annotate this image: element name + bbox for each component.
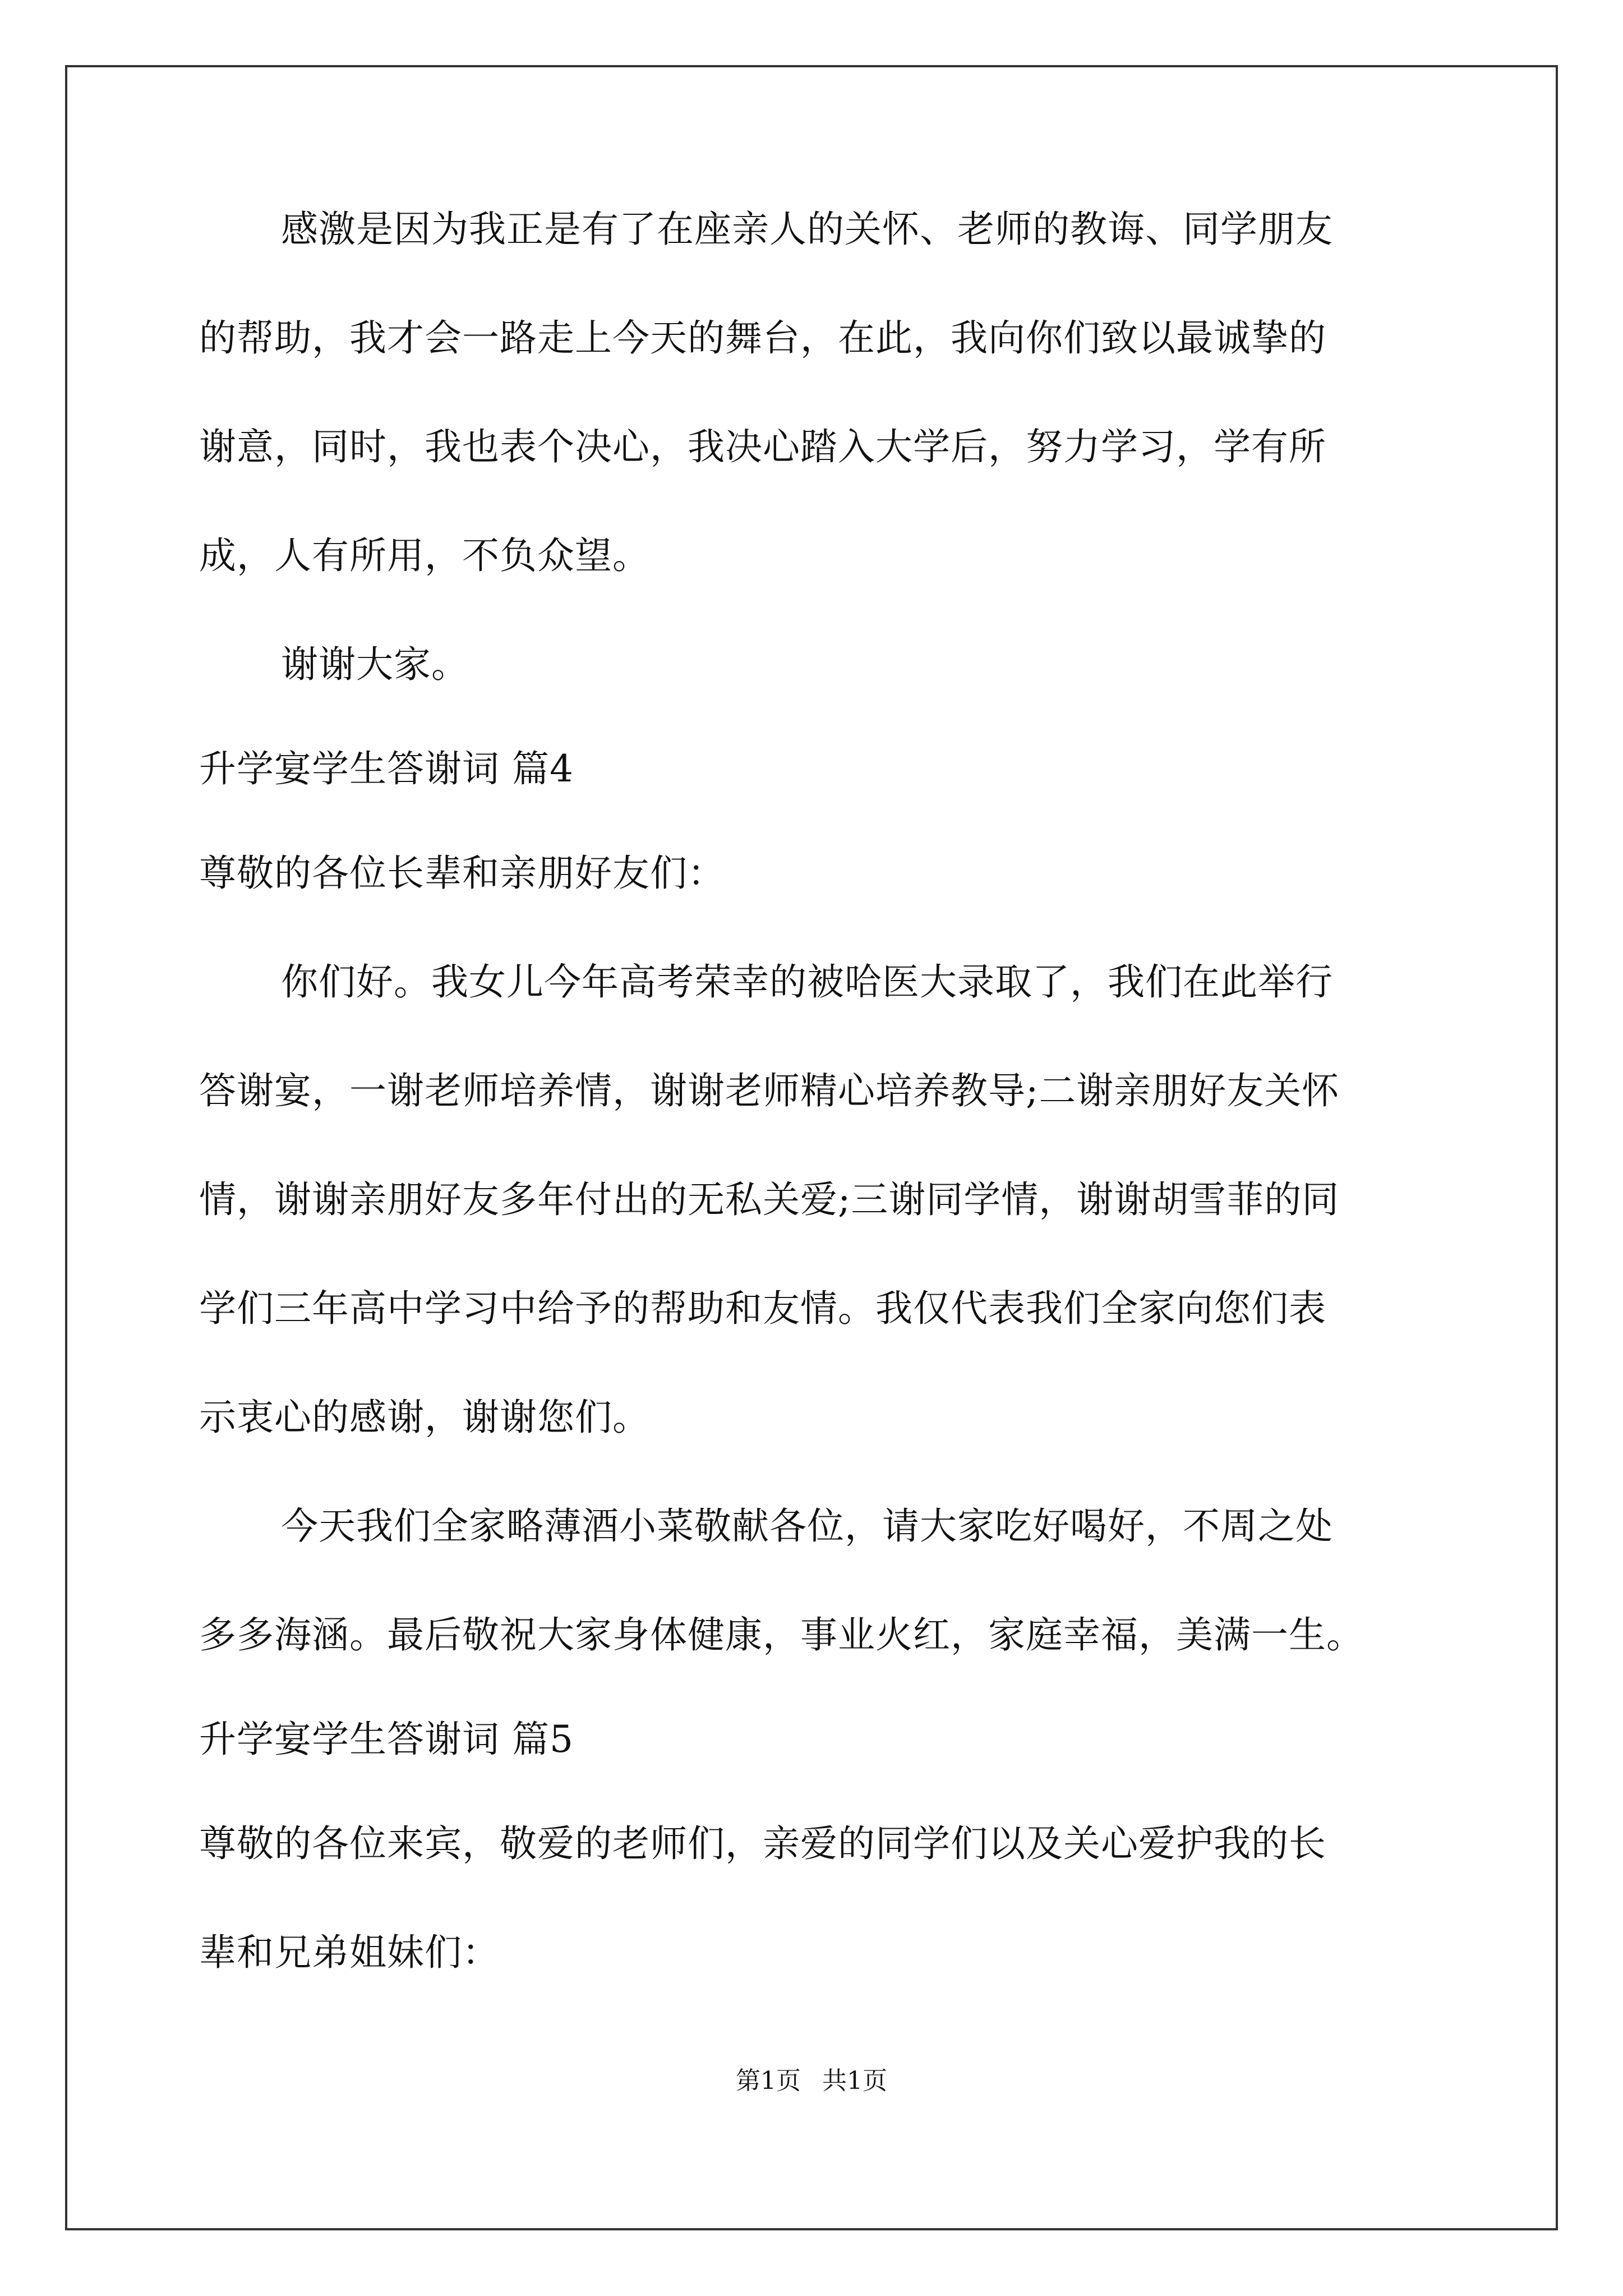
- paragraph-line: 感激是因为我正是有了在座亲人的关怀、老师的教诲、同学朋友: [281, 208, 1333, 251]
- paragraph-line: 你们好。我女儿今年高考荣幸的被哈医大录取了，我们在此举行: [281, 960, 1333, 1004]
- paragraph-line: 的帮助，我才会一路走上今天的舞台，在此，我向你们致以最诚挚的: [199, 316, 1326, 360]
- section-heading-4: 升学宴学生答谢词 篇4: [199, 747, 574, 790]
- paragraph-line: 谢意，同时，我也表个决心，我决心踏入大学后，努力学习，学有所: [199, 425, 1326, 468]
- paragraph-line: 辈和兄弟姐妹们：: [199, 1931, 500, 1974]
- salutation-5: [199, 1816, 1427, 1980]
- section-heading-5: 升学宴学生答谢词 篇5: [199, 1718, 574, 1761]
- paragraph-line: 答谢宴，一谢老师培养情，谢谢老师精心培养教导;二谢亲朋好友关怀: [199, 1069, 1340, 1112]
- document-body: [199, 202, 1427, 1980]
- paragraph-line: 成，人有所用，不负众望。: [199, 534, 650, 577]
- page-footer: [0, 2064, 1623, 2098]
- salutation-4: 尊敬的各位长辈和亲朋好友们：: [199, 852, 725, 895]
- paragraph-line: 示衷心的感谢，谢谢您们。: [199, 1396, 650, 1439]
- paragraph-line: 尊敬的各位来宾，敬爱的老师们，亲爱的同学们以及关心爱护我的长: [199, 1822, 1326, 1865]
- paragraph-gratitude: [199, 202, 1427, 583]
- paragraph-line: 多多海涵。最后敬祝大家身体健康，事业火红，家庭幸福，美满一生。: [199, 1613, 1364, 1657]
- paragraph-line: 情，谢谢亲朋好友多年付出的无私关爱;三谢同学情，谢谢胡雪菲的同: [199, 1178, 1340, 1221]
- page-number: 第1页: [736, 2067, 801, 2095]
- paragraph-closing: [199, 1499, 1427, 1663]
- page-total: 共1页: [822, 2067, 887, 2095]
- paragraph-greeting: [199, 955, 1427, 1445]
- paragraph-thanks: 谢谢大家。: [281, 643, 469, 686]
- paragraph-line: 今天我们全家略薄酒小菜敬献各位，请大家吃好喝好，不周之处: [281, 1504, 1333, 1548]
- paragraph-line: 学们三年高中学习中给予的帮助和友情。我仅代表我们全家向您们表: [199, 1287, 1326, 1330]
